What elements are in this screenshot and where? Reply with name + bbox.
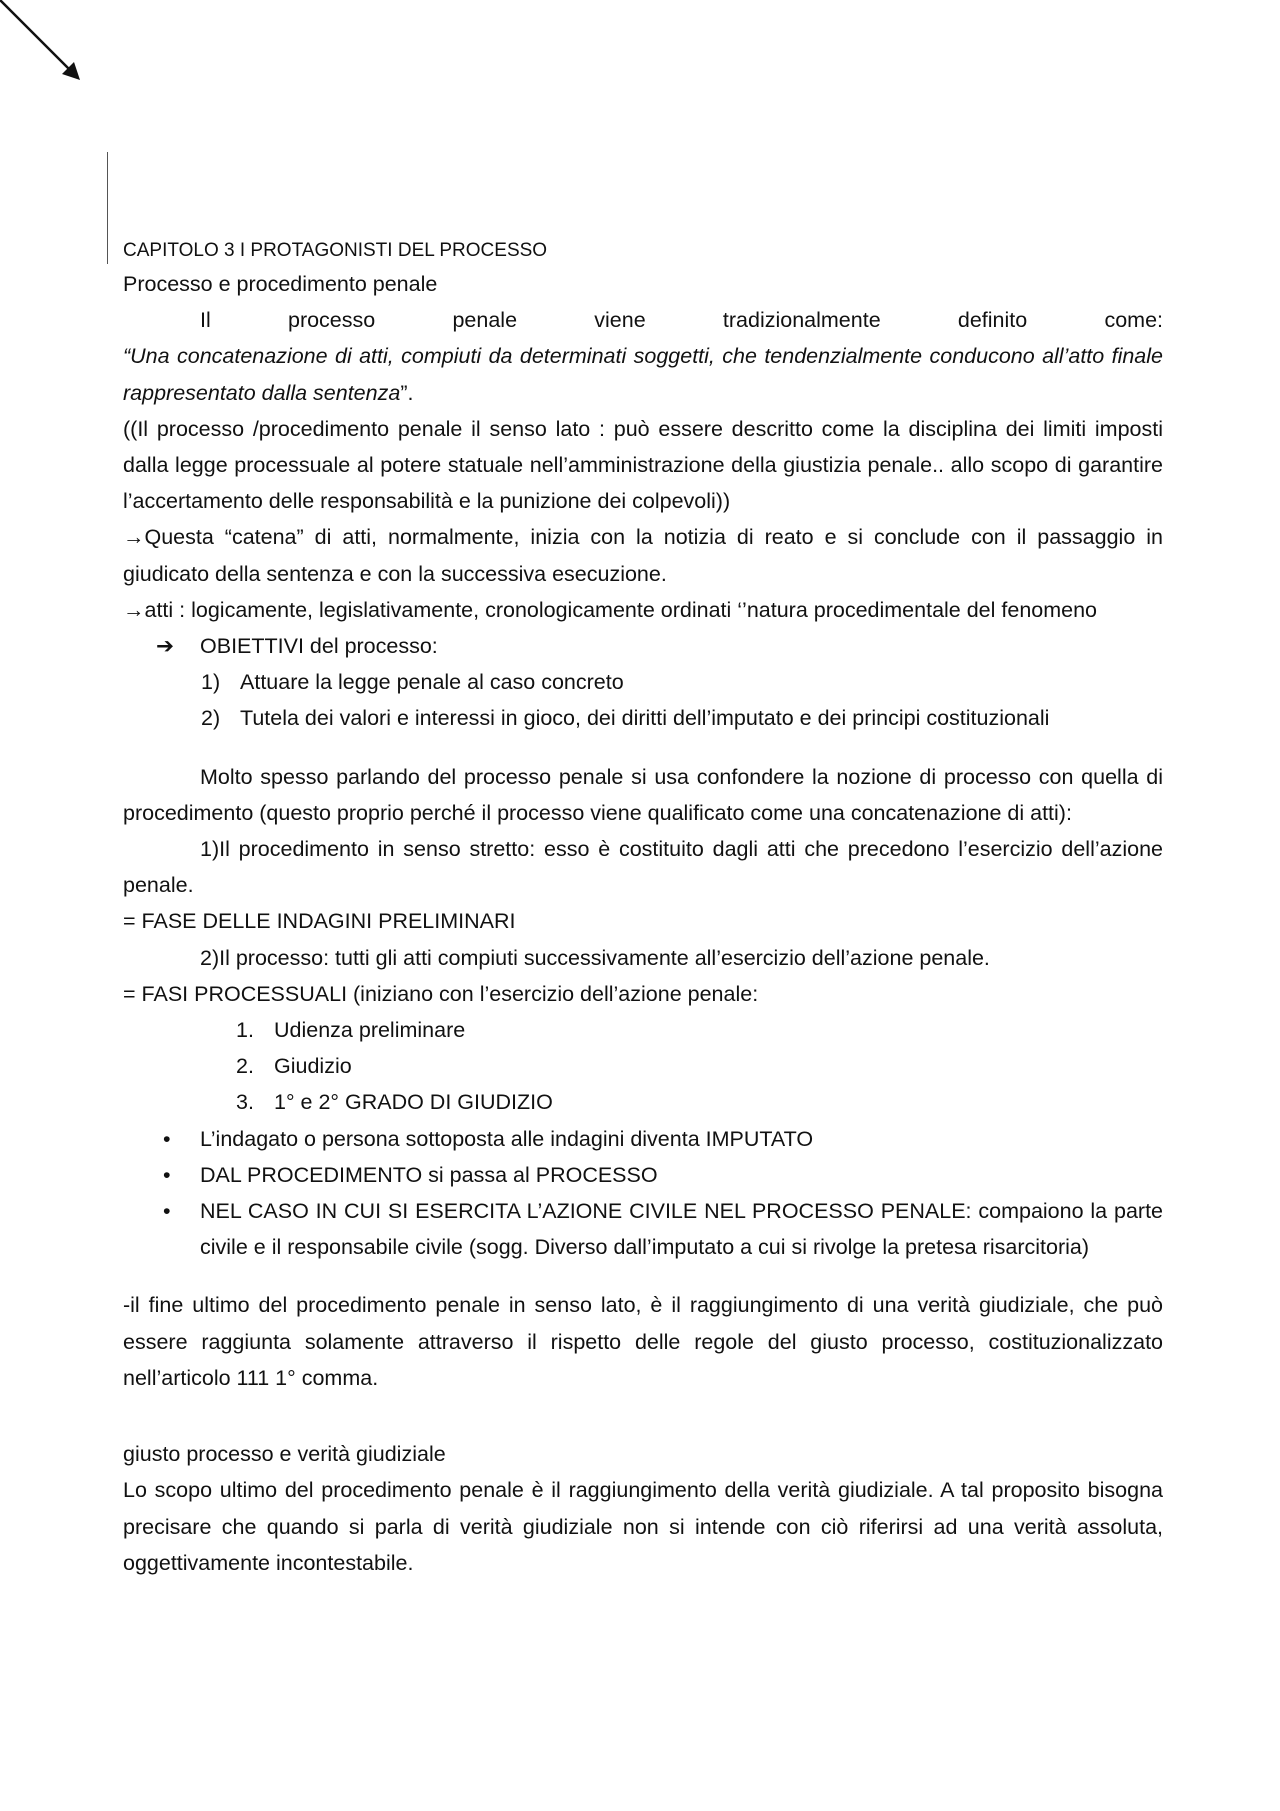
bullet-item <box>123 1121 1163 1157</box>
truth-paragraph: -il fine ultimo del procedimento penale in senso lato, è il raggiungimento di una verità giudiziale, che può essere raggiunta solamente attraverso il rispetto delle regole del giusto processo, costituzionalizzato nell’articolo 111 1° comma. <box>123 1293 1163 1390</box>
objectives-heading <box>123 628 1163 664</box>
process-paragraph: 2)Il processo: tutti gli atti compiuti successivamente all’esercizio dell’azione penale. <box>200 945 990 970</box>
list-text: Udienza preliminare <box>274 1018 466 1043</box>
broad-sense-paragraph: ((Il processo /procedimento penale il senso lato : può essere descritto come la disciplina dei limiti imposti dalla legge processuale al potere statuale nell’amministrazione della giustizia penale.. allo scopo di garantire l’accertamento delle responsabilità e la punizione dei colpevoli)) <box>123 416 1163 514</box>
objectives-title: OBIETTIVI del processo: <box>200 634 438 659</box>
list-text: Attuare la legge penale al caso concreto <box>240 670 624 695</box>
objective-item <box>123 664 1163 700</box>
definition-quote-end: ”. <box>400 380 414 405</box>
document-body <box>123 236 1163 1581</box>
confusion-paragraph: Molto spesso parlando del processo penale si usa confondere la nozione di processo con quella di procedimento (questo proprio perché il processo viene qualificato come una concatenazione di atti): <box>123 764 1163 825</box>
bullet-text: L’indagato o persona sottoposta alle indagini diventa IMPUTATO <box>200 1126 814 1151</box>
list-number: 3. <box>236 1090 254 1115</box>
chapter-title: CAPITOLO 3 I PROTAGONISTI DEL PROCESSO <box>123 240 548 261</box>
acts-paragraph <box>123 592 1163 628</box>
phase-preliminary: = FASE DELLE INDAGINI PRELIMINARI <box>123 909 516 934</box>
acts-text: atti : logicamente, legislativamente, cronologicamente ordinati ‘’natura procedimentale del fenomeno <box>144 597 1098 622</box>
arrow-right-icon: → <box>123 525 145 550</box>
bullet-text: DAL PROCEDIMENTO si passa al PROCESSO <box>200 1162 658 1187</box>
bullet-item <box>123 1193 1163 1265</box>
section-title: giusto processo e verità giudiziale <box>123 1442 446 1467</box>
chain-text: Questa “catena” di atti, normalmente, inizia con la notizia di reato e si conclude con il passaggio in giudicato della sentenza e con la successiva esecuzione. <box>123 525 1163 586</box>
phase-item <box>123 1084 1163 1120</box>
bullet-item <box>123 1157 1163 1193</box>
arrow-right-icon: → <box>123 597 145 622</box>
list-text: Tutela dei valori e interessi in gioco, dei diritti dell’imputato e dei principi costituzionali <box>240 706 1050 731</box>
bullet-icon: • <box>163 1162 171 1187</box>
list-number: 1) <box>201 670 221 695</box>
corner-arrow-icon <box>0 0 90 90</box>
section-title: Processo e procedimento penale <box>123 272 438 296</box>
phase-item <box>123 1012 1163 1048</box>
list-number: 2) <box>201 706 221 731</box>
bullet-icon: • <box>163 1199 171 1224</box>
definition-quote <box>123 338 1163 410</box>
procedure-strict-paragraph: 1)Il procedimento in senso stretto: esso è costituito dagli atti che precedono l’esercizio dell’azione penale. <box>123 837 1163 898</box>
cursor-line <box>107 152 108 264</box>
phase-process: = FASI PROCESSUALI (iniziano con l’esercizio dell’azione penale: <box>123 981 759 1006</box>
chain-paragraph <box>123 519 1163 591</box>
objective-item <box>123 700 1163 736</box>
definition-lead: Il processo penale viene tradizionalmente definito come: <box>200 308 1163 333</box>
section2-paragraph: Lo scopo ultimo del procedimento penale è il raggiungimento della verità giudiziale. A tal proposito bisogna precisare che quando si parla di verità giudiziale non si intende con ciò riferirsi ad una verità assoluta, oggettivamente incontestabile. <box>123 1478 1163 1575</box>
bold-arrow-icon: ➔ <box>156 634 175 659</box>
definition-quote-text: “Una concatenazione di atti, compiuti da determinati soggetti, che tendenzialmente conducono all’atto finale rappresentato dalla sentenza <box>123 344 1163 405</box>
list-text: Giudizio <box>274 1054 352 1079</box>
bullet-icon: • <box>163 1126 171 1151</box>
list-number: 2. <box>236 1054 254 1079</box>
bullet-text: NEL CASO IN CUI SI ESERCITA L’AZIONE CIVILE NEL PROCESSO PENALE: compaiono la parte civile e il responsabile civile (sogg. Diverso dall’imputato a cui si rivolge la pretesa risarcitoria) <box>200 1199 1163 1260</box>
list-text: 1° e 2° GRADO DI GIUDIZIO <box>274 1090 553 1115</box>
list-number: 1. <box>236 1018 254 1043</box>
phase-item <box>123 1048 1163 1084</box>
